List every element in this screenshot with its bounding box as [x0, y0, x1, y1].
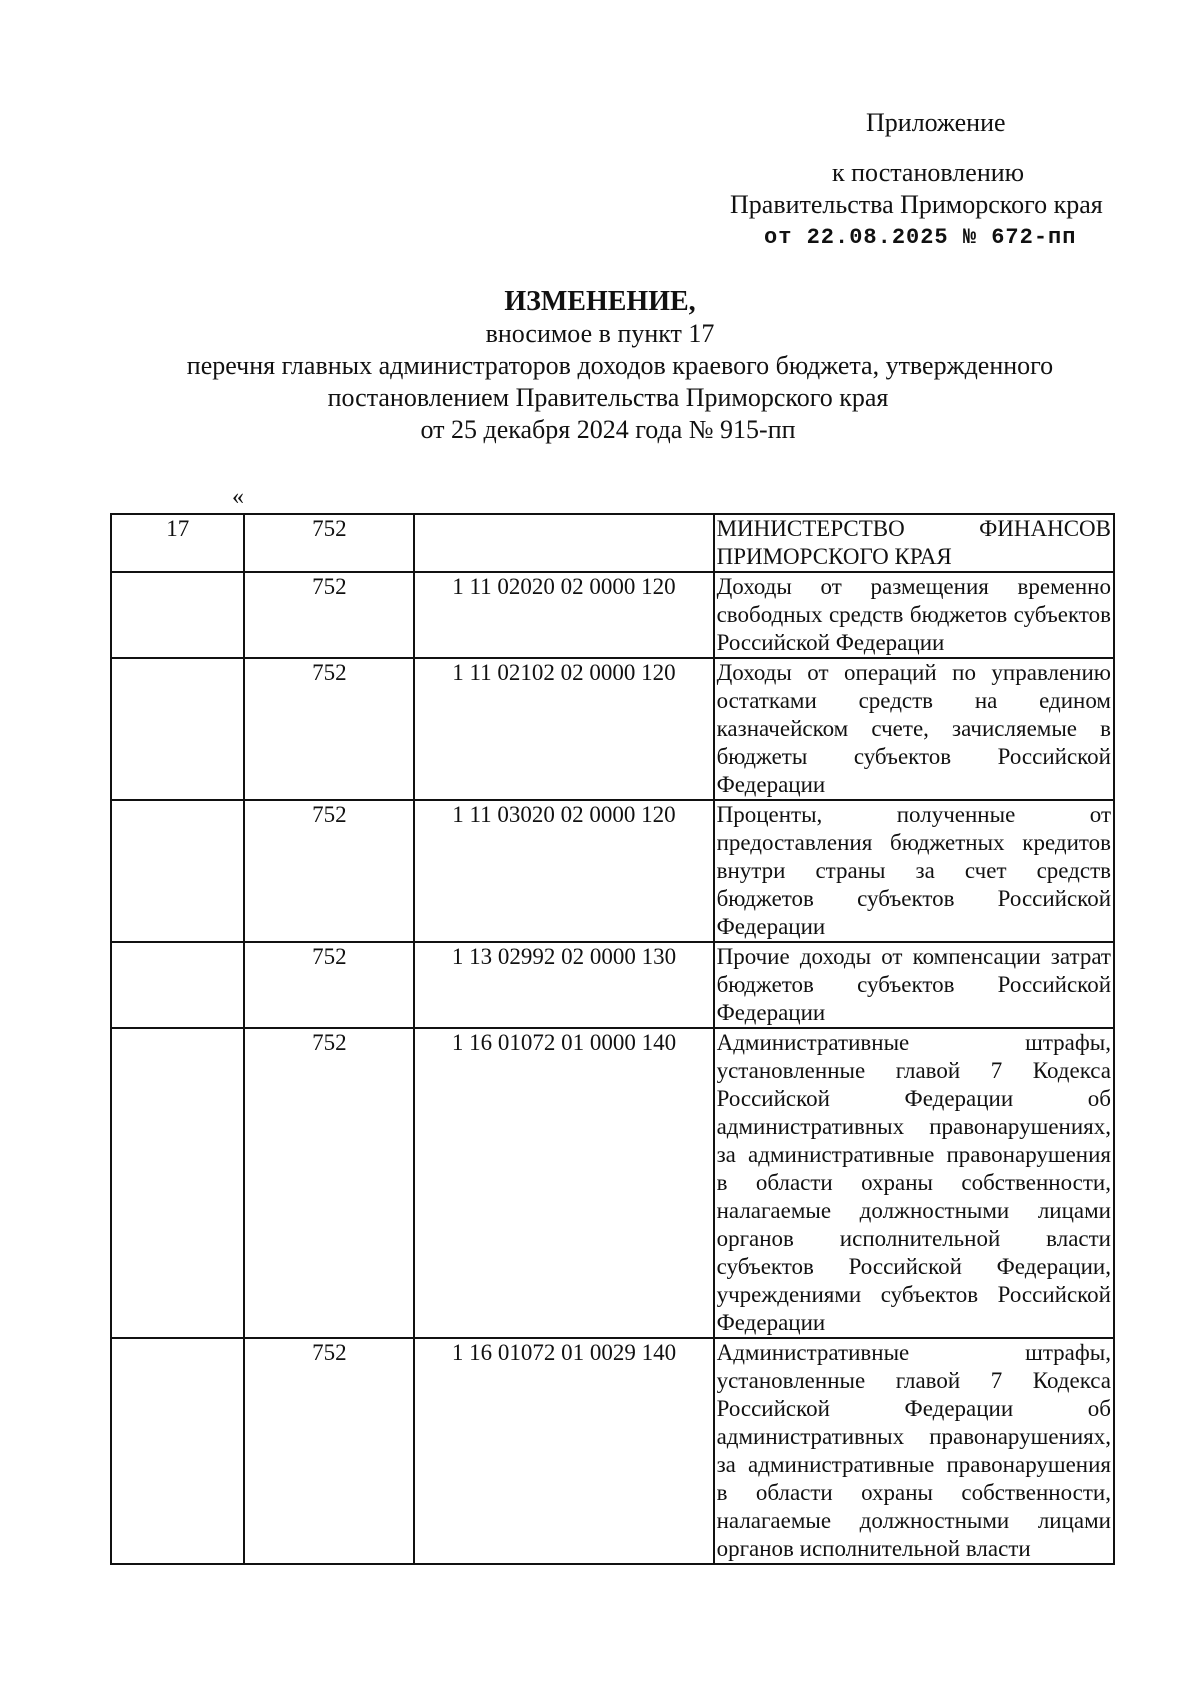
revenue-code: 1 11 02102 02 0000 120 [414, 658, 713, 800]
admin-code: 752 [244, 1028, 414, 1338]
table-row [111, 1338, 1114, 1564]
revenue-code [414, 514, 713, 572]
title-line-4: от 25 декабря 2024 года № 915-пп [420, 415, 796, 444]
revenue-code: 1 11 02020 02 0000 120 [414, 572, 713, 658]
revenue-code: 1 16 01072 01 0029 140 [414, 1338, 713, 1564]
admin-code: 752 [244, 658, 414, 800]
admin-code: 752 [244, 1338, 414, 1564]
admin-code: 752 [244, 514, 414, 572]
row-number [111, 572, 244, 658]
revenue-code: 1 16 01072 01 0000 140 [414, 1028, 713, 1338]
title-heading: ИЗМЕНЕНИЕ, [504, 286, 696, 317]
row-number [111, 1338, 244, 1564]
revenue-name: Административные штрафы, установленные главой 7 Кодекса Российской Федерации об административных правонарушениях, за административные правонарушения в области охраны собственности, налагаемые должностными лицами органов исполнительной власти субъектов Российской Федерации, учреждениями субъектов Российской Федерации [714, 1028, 1114, 1338]
revenue-administrators-table [110, 513, 1115, 1565]
table-row [111, 514, 1114, 572]
row-number [111, 800, 244, 942]
row-number [111, 658, 244, 800]
admin-code: 752 [244, 572, 414, 658]
revenue-name: Административные штрафы, установленные главой 7 Кодекса Российской Федерации об административных правонарушениях, за административные правонарушения в области охраны собственности, налагаемые должностными лицами органов исполнительной власти [714, 1338, 1114, 1564]
revenue-code: 1 13 02992 02 0000 130 [414, 942, 713, 1028]
table-row [111, 1028, 1114, 1338]
table-row [111, 942, 1114, 1028]
appendix-label: Приложение [866, 108, 1006, 137]
resolution-stamp: от 22.08.2025 № 672-пп [764, 225, 1077, 250]
to-resolution-label: к постановлению [832, 158, 1025, 187]
revenue-name: Прочие доходы от компенсации затрат бюджетов субъектов Российской Федерации [714, 942, 1114, 1028]
table-row [111, 658, 1114, 800]
revenue-name: Проценты, полученные от предоставления бюджетных кредитов внутри страны за счет средств бюджетов субъектов Российской Федерации [714, 800, 1114, 942]
admin-code: 752 [244, 800, 414, 942]
row-number: 17 [111, 514, 244, 572]
admin-code: 752 [244, 942, 414, 1028]
row-number [111, 942, 244, 1028]
revenue-name: Доходы от размещения временно свободных средств бюджетов субъектов Российской Федерации [714, 572, 1114, 658]
government-label: Правительства Приморского края [730, 190, 1103, 219]
row-number [111, 1028, 244, 1338]
document-title [0, 286, 1200, 446]
revenue-name: Доходы от операций по управлению остатками средств на едином казначейском счете, зачисляемые в бюджеты субъектов Российской Федерации [714, 658, 1114, 800]
title-line-1: вносимое в пункт 17 [485, 319, 715, 348]
revenue-code: 1 11 03020 02 0000 120 [414, 800, 713, 942]
table-row [111, 800, 1114, 942]
revenue-name: МИНИСТЕРСТВО ФИНАНСОВ ПРИМОРСКОГО КРАЯ [714, 514, 1114, 572]
table-row [111, 572, 1114, 658]
title-line-3: постановлением Правительства Приморского края [327, 383, 889, 412]
title-line-2: перечня главных администраторов доходов краевого бюджета, утвержденного [186, 351, 1054, 380]
open-quote: « [232, 484, 244, 510]
